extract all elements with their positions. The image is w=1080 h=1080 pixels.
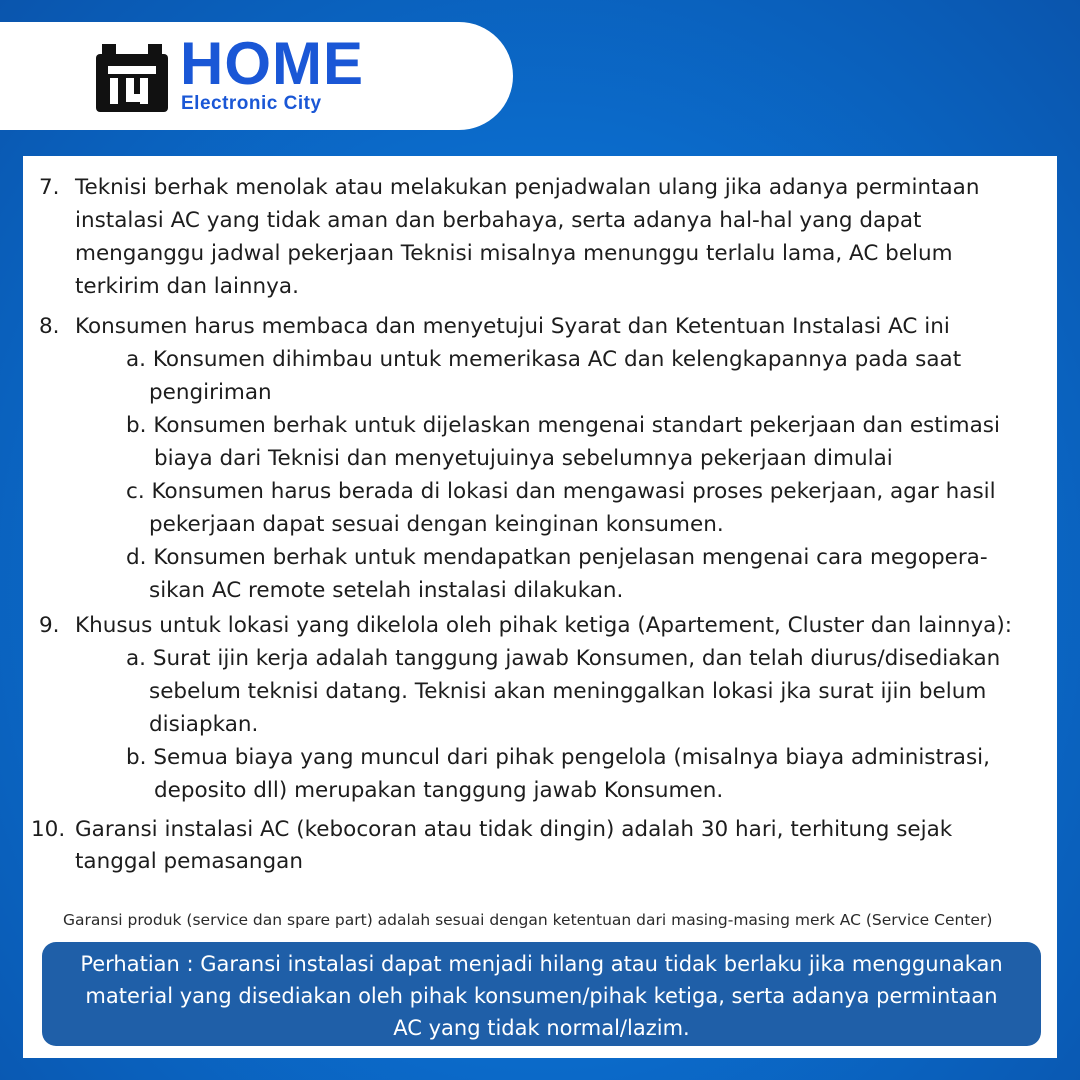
home-logo-icon [96,44,168,112]
item-8d-line: sikan AC remote setelah instalasi dilakukan. [149,578,624,603]
item-9-number: 9. [39,613,60,638]
item-9a-line: a. Surat ijin kerja adalah tanggung jawab Konsumen, dan telah diurus/disediakan [126,646,1001,671]
terms-panel [23,156,1057,1058]
item-7-line: Teknisi berhak menolak atau melakukan penjadwalan ulang jika adanya permintaan [75,175,980,200]
product-warranty-note: Garansi produk (service dan spare part) adalah sesuai dengan ketentuan dari masing-masing merk AC (Service Center) [63,911,993,929]
item-9b-line: deposito dll) merupakan tanggung jawab Konsumen. [154,778,724,803]
notice-line: material yang disediakan oleh pihak konsumen/pihak ketiga, serta adanya permintaan [85,984,998,1008]
item-8c-line: pekerjaan dapat sesuai dengan keinginan konsumen. [149,512,724,537]
item-10-line: tanggal pemasangan [75,849,303,874]
item-10-number: 10. [31,817,66,842]
item-7-line: instalasi AC yang tidak aman dan berbahaya, serta adanya hal-hal yang dapat [75,208,922,233]
item-8a-line: a. Konsumen dihimbau untuk memerikasa AC dan kelengkapannya pada saat [126,347,962,372]
item-7-line: terkirim dan lainnya. [75,274,299,299]
item-8b-line: b. Konsumen berhak untuk dijelaskan mengenai standart pekerjaan dan estimasi [126,413,1000,438]
item-8-text: Konsumen harus membaca dan menyetujui Syarat dan Ketentuan Instalasi AC ini [75,314,950,339]
item-8b-line: biaya dari Teknisi dan menyetujuinya sebelumnya pekerjaan dimulai [154,446,893,471]
item-8d-line: d. Konsumen berhak untuk mendapatkan penjelasan mengenai cara megopera- [126,545,988,570]
warranty-notice [42,942,1041,1046]
item-9a-line: sebelum teknisi datang. Teknisi akan meninggalkan lokasi jka surat ijin belum [149,679,987,704]
item-9b-line: b. Semua biaya yang muncul dari pihak pengelola (misalnya biaya administrasi, [126,745,990,770]
item-7-line: menganggu jadwal pekerjaan Teknisi misalnya menunggu terlalu lama, AC belum [75,241,953,266]
item-7-number: 7. [39,175,60,200]
brand-subtitle: Electronic City [181,93,322,114]
item-10-line: Garansi instalasi AC (kebocoran atau tidak dingin) adalah 30 hari, terhitung sejak [75,817,953,842]
notice-line: Perhatian : Garansi instalasi dapat menjadi hilang atau tidak berlaku jika menggunakan [80,952,1003,976]
notice-line: AC yang tidak normal/lazim. [393,1016,690,1040]
item-8c-line: c. Konsumen harus berada di lokasi dan mengawasi proses pekerjaan, agar hasil [126,479,996,504]
brand-name: HOME [180,30,364,97]
brand-header [0,22,513,130]
item-8a-line: pengiriman [149,380,272,405]
item-8-number: 8. [39,314,60,339]
item-9-text: Khusus untuk lokasi yang dikelola oleh pihak ketiga (Apartement, Cluster dan lainnya): [75,613,1012,638]
item-9a-line: disiapkan. [149,712,259,737]
